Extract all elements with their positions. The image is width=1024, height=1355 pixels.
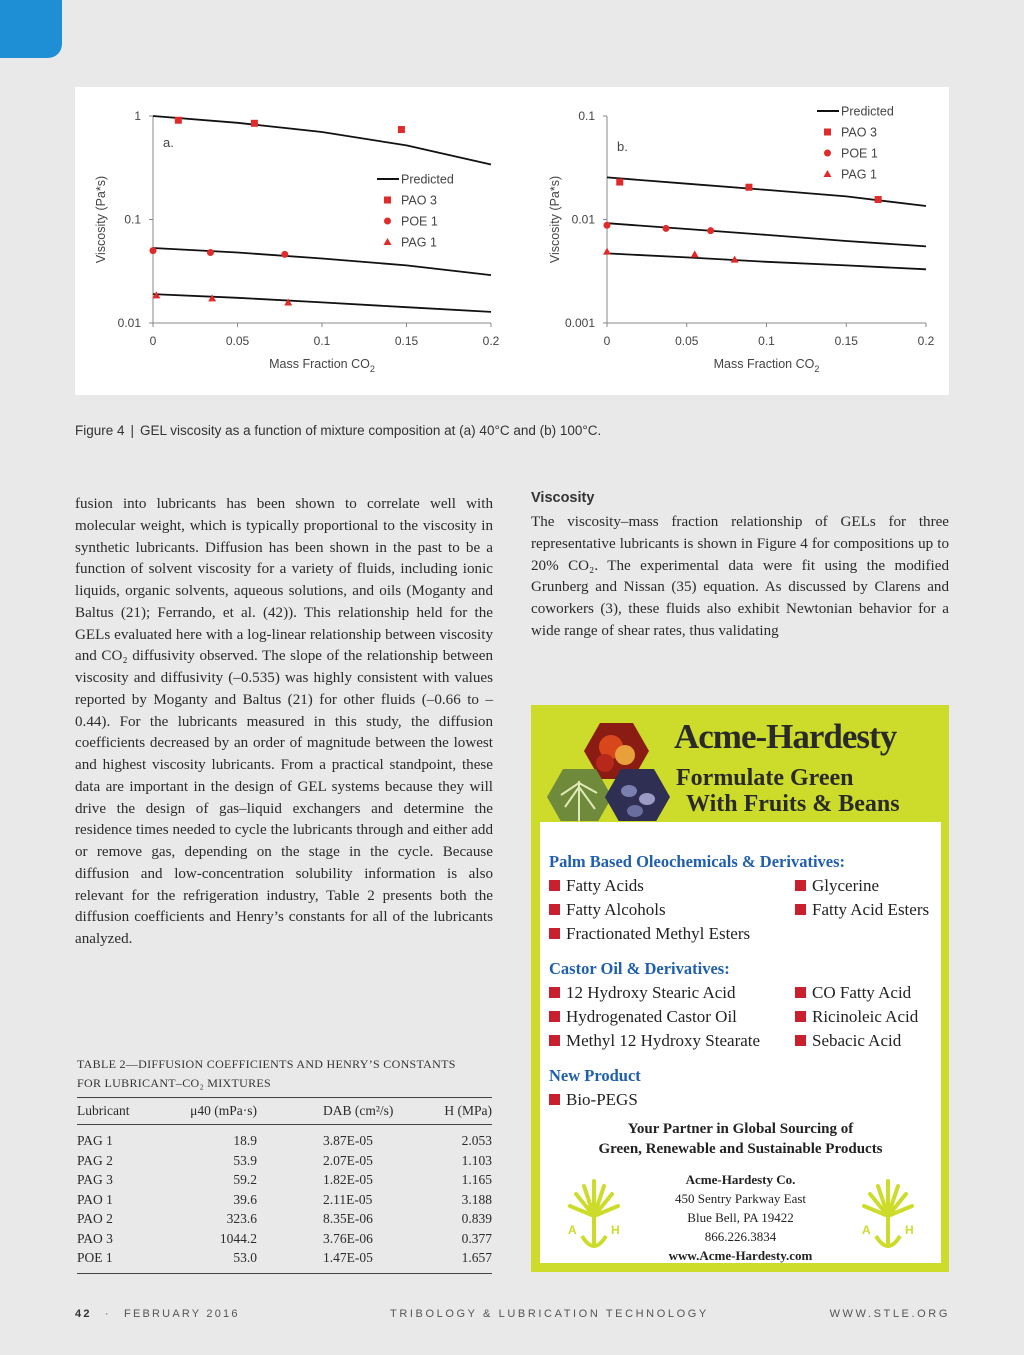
legend-label: POE 1 (841, 146, 878, 161)
data-point-pag1 (284, 298, 292, 305)
ad-partner-line-2: Green, Renewable and Sustainable Products (598, 1141, 883, 1157)
predicted-line-pag-1 (607, 253, 926, 269)
cell-h: 1.103 (461, 1152, 492, 1168)
y-tick-label: 0.01 (117, 316, 141, 330)
cell-dab: 1.47E-05 (257, 1248, 443, 1273)
palm-logo-left-icon (564, 1176, 624, 1256)
acme-hardesty-ad (531, 705, 949, 1272)
y-axis-label: Viscosity (Pa*s) (94, 175, 108, 264)
panel-label: b. (617, 139, 628, 154)
footer-page-date (75, 1308, 240, 1320)
data-point-poe1 (604, 222, 611, 229)
predicted-line-pao-3 (153, 116, 491, 165)
data-point-pag1 (691, 250, 699, 257)
header-dab: DAB (cm²/s) (257, 1098, 443, 1125)
bullet-square-icon (549, 928, 560, 939)
ad-website[interactable]: www.Acme-Hardesty.com (668, 1248, 813, 1263)
cell-mu40: 39.6 (233, 1191, 257, 1207)
table-row (77, 1125, 492, 1151)
cell-h: 2.053 (461, 1133, 492, 1148)
cell-lubricant: PAG 2 (77, 1152, 113, 1168)
bullet-square-icon (549, 1035, 560, 1046)
viscosity-section (531, 490, 949, 643)
footer-dot: · (104, 1308, 111, 1320)
legend-circle-icon (384, 218, 391, 225)
legend-label: PAG 1 (841, 167, 877, 182)
bullet-square-icon (795, 1035, 806, 1046)
ad-tagline-2: With Fruits & Beans (686, 791, 900, 817)
data-point-pag1 (208, 294, 216, 301)
cell-dab: 2.11E-05 (323, 1191, 373, 1207)
ad-address-2: Blue Bell, PA 19422 (687, 1210, 794, 1225)
legend-triangle-icon (384, 238, 392, 245)
cell-lubricant: PAO 3 (77, 1230, 113, 1246)
caption-separator: | (130, 423, 135, 438)
table-row (77, 1170, 492, 1190)
y-tick-label: 0.1 (578, 109, 595, 123)
table-header-row (77, 1098, 492, 1125)
cell-mu40: 53.0 (187, 1248, 257, 1273)
svg-text:A: A (862, 1223, 871, 1237)
data-point-pao3 (251, 120, 258, 127)
ad-item: Fatty Acids (549, 876, 644, 896)
table-2-grid (77, 1097, 492, 1274)
y-tick-label: 0.1 (124, 212, 141, 227)
x-tick-label: 0.05 (675, 334, 699, 348)
ad-item: Ricinoleic Acid (795, 1007, 918, 1027)
predicted-line-poe-1 (153, 248, 491, 275)
legend-label: Predicted (841, 104, 894, 119)
viscosity-heading: Viscosity (531, 490, 595, 506)
cell-mu40: 53.9 (233, 1152, 257, 1168)
table-title-line2: FOR LUBRICANT–CO₂ MIXTURES (77, 1076, 271, 1090)
cell-h: 1.657 (443, 1248, 492, 1273)
cell-dab: 2.07E-05 (323, 1152, 373, 1168)
ad-item: Fatty Alcohols (549, 900, 666, 920)
y-tick-label: 0.001 (564, 316, 595, 330)
ad-phone: 866.226.3834 (704, 1229, 777, 1244)
cell-mu40: 18.9 (233, 1133, 257, 1148)
cell-mu40: 59.2 (233, 1172, 257, 1187)
fruit-bean-hexagons (545, 721, 671, 821)
header-h: H (MPa) (443, 1098, 492, 1125)
ad-item: Methyl 12 Hydroxy Stearate (549, 1031, 760, 1051)
cell-h: 3.188 (461, 1191, 492, 1207)
legend-triangle-icon (824, 170, 832, 177)
header-mu40: μ40 (mPa·s) (187, 1098, 257, 1125)
ad-item: Hydrogenated Castor Oil (549, 1007, 737, 1027)
predicted-line-poe-1 (607, 223, 926, 246)
ad-item: Bio-PEGS (549, 1090, 638, 1110)
legend-label: Predicted (401, 172, 454, 187)
ad-item: Fractionated Methyl Esters (549, 924, 750, 944)
legend-label: PAG 1 (401, 235, 437, 250)
x-tick-label: 0.15 (834, 334, 858, 348)
bullet-square-icon (795, 904, 806, 915)
table-row (77, 1190, 492, 1210)
bullet-square-icon (549, 880, 560, 891)
viscosity-text: The viscosity–mass fraction relationship of GELs for three representative lubricants is shown in Figure 4 for compositions up to 20% CO₂. The experimental data were fit using the modified Grunberg and Nissan (35) equation. As discussed by Clarens and coworkers (3), these fluids also exhibit Newtonian behavior for a wide range of shear rates, thus validating (531, 514, 949, 639)
cell-h: 0.839 (461, 1211, 492, 1226)
figure-4 (75, 87, 949, 395)
caption-text: GEL viscosity as a function of mixture composition at (a) 40°C and (b) 100°C. (140, 423, 602, 438)
data-point-poe1 (663, 225, 670, 232)
cell-lubricant: PAG 1 (77, 1133, 113, 1148)
footer-magazine: TRIBOLOGY & LUBRICATION TECHNOLOGY (390, 1308, 709, 1320)
table-2 (77, 1055, 492, 1274)
svg-text:H: H (611, 1223, 620, 1237)
ad-section-castor: Castor Oil & Derivatives: (549, 959, 730, 978)
bullet-square-icon (549, 904, 560, 915)
ad-section-new-product: New Product (549, 1066, 641, 1085)
footer-website[interactable]: WWW.STLE.ORG (829, 1308, 950, 1320)
legend-square-icon (824, 129, 831, 136)
x-axis-label: Mass Fraction $CO_2$ (269, 357, 375, 374)
panel-label: a. (163, 135, 174, 150)
ad-item: Fatty Acid Esters (795, 900, 929, 920)
cell-dab: 3.87E-05 (323, 1133, 373, 1148)
table-row (77, 1209, 492, 1229)
cell-h: 0.377 (461, 1230, 492, 1246)
figure-caption (75, 423, 601, 438)
x-tick-label: 0.05 (225, 334, 250, 348)
cell-lubricant: PAG 3 (77, 1172, 113, 1187)
y-tick-label: 0.01 (571, 212, 595, 227)
cell-dab: 8.35E-06 (323, 1211, 373, 1226)
cell-dab: 3.76E-06 (323, 1230, 373, 1246)
x-tick-label: 0.2 (917, 334, 935, 348)
data-point-pao3 (175, 117, 182, 124)
x-axis-label: Mass Fraction $CO_2$ (713, 357, 820, 374)
table-row (77, 1248, 492, 1273)
legend-label: PAO 3 (401, 193, 437, 208)
ad-address-1: 450 Sentry Parkway East (674, 1191, 807, 1206)
table-title-line1: TABLE 2—DIFFUSION COEFFICIENTS AND HENRY’S CONSTANTS (77, 1057, 456, 1071)
table-row (77, 1229, 492, 1249)
data-point-pao3 (616, 179, 623, 186)
cell-lubricant: POE 1 (77, 1248, 187, 1273)
cell-mu40: 1044.2 (219, 1230, 257, 1246)
corner-tab (0, 0, 62, 58)
ad-partner-line-1: Your Partner in Global Sourcing of (627, 1121, 854, 1137)
x-tick-label: 0 (603, 334, 611, 348)
bullet-square-icon (549, 1094, 560, 1105)
caption-label: Figure 4 (75, 423, 125, 438)
ad-item: 12 Hydroxy Stearic Acid (549, 983, 736, 1003)
footer-date: FEBRUARY 2016 (124, 1308, 240, 1320)
x-tick-label: 0.2 (482, 334, 500, 348)
bullet-square-icon (549, 1011, 560, 1022)
body-left-column: fusion into lubricants has been shown to correlate well with molecular weight, which is typically proportional to the viscosity in synthetic lubricants. Diffusion has been shown in the past to be a function of solvent viscosity for a variety of fluids, including ionic liquids, organic solvents, aqueous solutions, and oils (Moganty and Baltus (21); Ferrando, et al. (42)). This relationship held for the GELs evaluated here with a log-linear relationship between viscosity and CO₂ diffusivity observed. The slope of the relationship between viscosity and diffusivity (–0.535) was highly consistent with values reported by Moganty and Baltus (21) for other fluids (–0.66 to –0.44). For the lubricants measured in this study, the diffusion coefficients decreased by an order of magnitude between the lowest and highest viscosity lubricants. From a practical standpoint, these data are important in the design of GEL systems because they will drive the design of gas–liquid exchangers and determine the residence times needed to cycle the lubricants through and either add or remove gas, depending on the stage in the cycle. Because diffusion and low-concentration solubility information is also relevant for the refrigeration industry, Table 2 presents both the diffusion coefficients and Henry’s constants for all of the lubricants analyzed. (75, 496, 493, 947)
cell-lubricant: PAO 2 (77, 1211, 113, 1226)
cell-dab: 1.82E-05 (323, 1172, 373, 1187)
data-point-poe1 (150, 247, 157, 254)
data-point-pao3 (745, 184, 752, 191)
cell-lubricant: PAO 1 (77, 1191, 113, 1207)
footer-page-number: 42 (75, 1308, 92, 1320)
header-lubricant: Lubricant (77, 1098, 187, 1125)
cell-h: 1.165 (461, 1172, 492, 1187)
bullet-square-icon (795, 1011, 806, 1022)
x-tick-label: 0.15 (394, 334, 419, 348)
y-tick-label: 1 (134, 109, 141, 123)
data-point-poe1 (707, 227, 714, 234)
ad-tagline-1: Formulate Green (676, 765, 854, 791)
data-point-pao3 (875, 196, 882, 203)
x-tick-label: 0.1 (758, 334, 775, 348)
bullet-square-icon (549, 987, 560, 998)
palm-logo-right-icon (858, 1176, 918, 1256)
legend-label: POE 1 (401, 214, 438, 229)
data-point-pag1 (603, 248, 611, 255)
svg-text:H: H (905, 1223, 914, 1237)
svg-text:A: A (568, 1223, 577, 1237)
legend-square-icon (384, 197, 391, 204)
ad-item: CO Fatty Acid (795, 983, 911, 1003)
table-row (77, 1151, 492, 1171)
bullet-square-icon (795, 880, 806, 891)
figure-4-charts (75, 87, 949, 395)
x-tick-label: 0.1 (313, 334, 331, 348)
ad-item: Sebacic Acid (795, 1031, 901, 1051)
x-tick-label: 0 (149, 334, 157, 348)
ad-company: Acme-Hardesty Co. (685, 1172, 796, 1187)
ad-section-palm: Palm Based Oleochemicals & Derivatives: (549, 852, 846, 871)
data-point-pao3 (398, 126, 405, 133)
predicted-line-pag-1 (153, 294, 491, 312)
cell-mu40: 323.6 (226, 1211, 257, 1226)
ad-brand: Acme-Hardesty (674, 717, 897, 756)
ad-item: Glycerine (795, 876, 879, 896)
data-point-poe1 (207, 249, 214, 256)
data-point-poe1 (281, 251, 288, 258)
legend-circle-icon (824, 150, 831, 157)
legend-label: PAO 3 (841, 125, 877, 140)
ad-panel (540, 822, 941, 1263)
y-axis-label: Viscosity (Pa*s) (548, 175, 562, 264)
table-title (77, 1055, 492, 1093)
bullet-square-icon (795, 987, 806, 998)
